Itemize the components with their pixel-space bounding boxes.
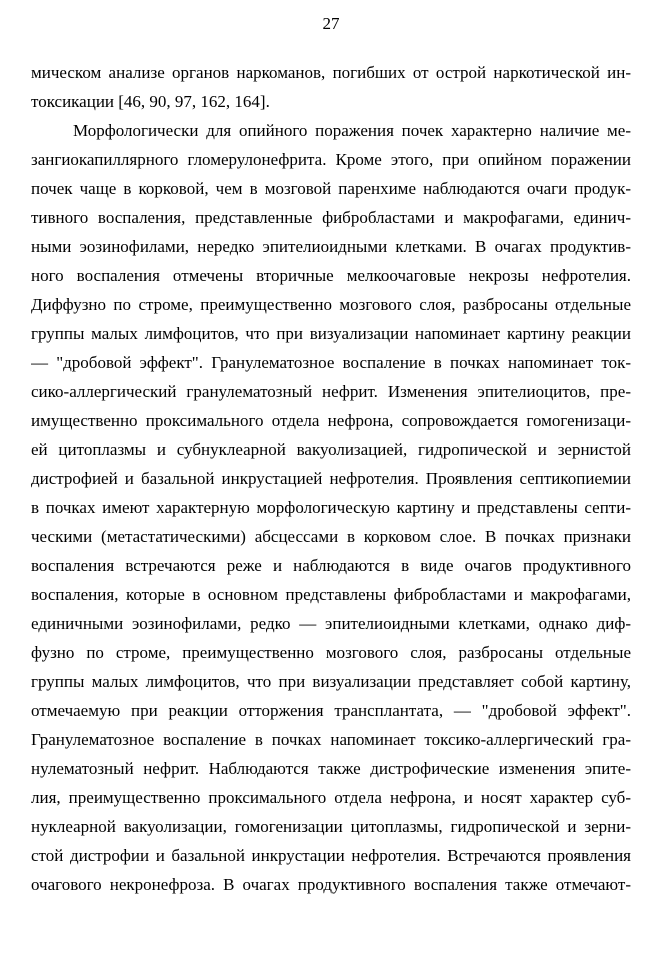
text-line: — "дробовой эффект". Гранулематозное воспаление в почках напоминает ток- bbox=[31, 353, 631, 372]
text-line: ными эозинофилами, нередко эпителиоидными клетками. В очагах продуктив- bbox=[31, 237, 631, 256]
text-line: Гранулематозное воспаление в почках напоминает токсико-аллергический гра- bbox=[31, 730, 631, 749]
text-line: очагового некронефроза. В очагах продуктивного воспаления также отмечают- bbox=[31, 875, 631, 894]
text-line: сико-аллергический гранулематозный нефрит. Изменения эпителиоцитов, пре- bbox=[31, 382, 631, 401]
text-line: дистрофией и базальной инкрустацией нефротелия. Проявления септикопиемии bbox=[31, 469, 631, 488]
text-line: ей цитоплазмы и субнуклеарной вакуолизацией, гидропической и зернистой bbox=[31, 440, 631, 459]
text-line: нуклеарной вакуолизации, гомогенизации цитоплазмы, гидропической и зерни- bbox=[31, 817, 631, 836]
text-line: воспаления, которые в основном представлены фибробластами и макрофагами, bbox=[31, 585, 631, 604]
text-line: зангиокапиллярного гломерулонефрита. Кроме этого, при опийном поражении bbox=[31, 150, 631, 169]
text-line: ческими (метастатическими) абсцессами в корковом слое. В почках признаки bbox=[31, 527, 631, 546]
text-line: Морфологически для опийного поражения почек характерно наличие ме- bbox=[73, 121, 631, 140]
text-line: имущественно проксимального отдела нефрона, сопровождается гомогенизаци- bbox=[31, 411, 631, 430]
text-line: отмечаемую при реакции отторжения трансплантата, — "дробовой эффект". bbox=[31, 701, 631, 720]
page-number: 27 bbox=[322, 14, 340, 33]
text-line: токсикации [46, 90, 97, 162, 164]. bbox=[31, 92, 270, 111]
text-line: мическом анализе органов наркоманов, погибших от острой наркотической ин- bbox=[31, 63, 631, 82]
text-line: лия, преимущественно проксимального отдела нефрона, и носят характер суб- bbox=[31, 788, 631, 807]
body-text bbox=[31, 58, 631, 899]
text-line: тивного воспаления, представленные фибробластами и макрофагами, единич- bbox=[31, 208, 631, 227]
text-line: стой дистрофии и базальной инкрустации нефротелия. Встречаются проявления bbox=[31, 846, 631, 865]
text-line: фузно по строме, преимущественно мозгового слоя, разбросаны отдельные bbox=[31, 643, 631, 662]
text-line: группы малых лимфоцитов, что при визуализации напоминает картину реакции bbox=[31, 324, 631, 343]
text-line: группы малых лимфоцитов, что при визуализации представляет собой картину, bbox=[31, 672, 631, 691]
text-line: в почках имеют характерную морфологическую картину и представлены септи- bbox=[31, 498, 631, 517]
paragraph bbox=[31, 116, 631, 899]
text-line: нулематозный нефрит. Наблюдаются также дистрофические изменения эпите- bbox=[31, 759, 631, 778]
text-line: единичными эозинофилами, редко — эпителиоидными клетками, однако диф- bbox=[31, 614, 631, 633]
text-line: ного воспаления отмечены вторичные мелкоочаговые некрозы нефротелия. bbox=[31, 266, 631, 285]
text-line: Диффузно по строме, преимущественно мозгового слоя, разбросаны отдельные bbox=[31, 295, 631, 314]
text-line: воспаления встречаются реже и наблюдаются в виде очагов продуктивного bbox=[31, 556, 631, 575]
paragraph bbox=[31, 58, 631, 116]
text-line: почек чаще в корковой, чем в мозговой паренхиме наблюдаются очаги продук- bbox=[31, 179, 631, 198]
